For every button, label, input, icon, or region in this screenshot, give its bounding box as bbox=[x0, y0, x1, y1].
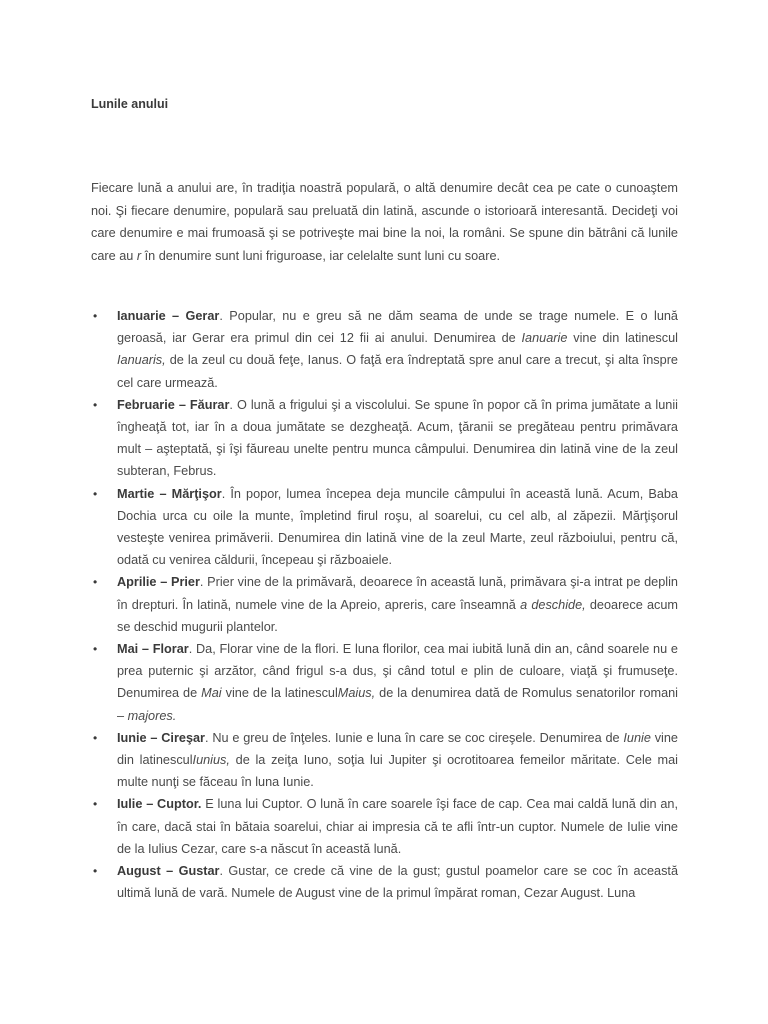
bullet-icon: • bbox=[93, 642, 98, 657]
month-item-august bbox=[91, 860, 678, 904]
month-name: August – Gustar bbox=[117, 864, 220, 879]
month-item-iulie bbox=[91, 793, 678, 860]
month-text: vine de la latinescul bbox=[221, 686, 338, 701]
bullet-icon: • bbox=[93, 730, 98, 745]
document-title: Lunile anului bbox=[91, 97, 169, 111]
month-emphasis: Mai bbox=[201, 686, 222, 701]
month-name: Iunie – Cireşar bbox=[117, 730, 205, 745]
month-name: Martie – Mărţişor bbox=[117, 486, 222, 501]
month-emphasis: majores. bbox=[127, 708, 177, 723]
month-name: Iulie – Cuptor. bbox=[117, 797, 202, 812]
month-text: vine din latinescul bbox=[567, 331, 678, 346]
month-name: Ianuarie – Gerar bbox=[117, 309, 220, 323]
bullet-icon: • bbox=[93, 797, 98, 812]
month-emphasis: Maius, bbox=[337, 686, 376, 701]
month-text: . Popular, nu e greu să ne dăm seama de unde se trage numele. E o lună geroasă, iar Gerar era primul din cei 12 fii ai anului. Denumirea de bbox=[117, 309, 678, 346]
month-text: . Prier vine de la primăvară, deoarece în această lună, primăvara şi-a intrat pe deplin în drepturi. În latină, numele vine de la Apreio, apreris, care înseamnă bbox=[117, 575, 678, 612]
month-text: de la zeul cu două feţe, Ianus. O faţă era îndreptată spre anul care a trecut, şi alta înspre cel care urmează. bbox=[117, 353, 678, 390]
intro-emphasis: r bbox=[136, 248, 142, 263]
month-text: de la denumirea dată de Romulus senatorilor romani – bbox=[117, 686, 678, 723]
month-item-aprilie bbox=[91, 571, 678, 638]
month-text: vine din latinescul bbox=[117, 730, 678, 768]
bullet-icon: • bbox=[93, 397, 98, 412]
month-text: deoarece acum se deschid mugurii plantelor. bbox=[117, 597, 678, 634]
month-text: . O lună a frigului şi a viscolului. Se spune în popor că în prima jumătate a lunii îngheaţă tot, iar în a doua jumătate se dezgheaţă. Acum, ţăranii se pregăteau pentru primăvara mult – aşteptată, şi îşi făureau unelte pentru munca câmpului. Denumirea din latină vine de la zeul subteran, Februs. bbox=[117, 397, 678, 479]
month-name: Mai – Florar bbox=[117, 642, 189, 657]
month-item-mai bbox=[91, 638, 678, 727]
month-name: Aprilie – Prier bbox=[117, 575, 200, 590]
month-emphasis: a deschide, bbox=[520, 597, 586, 612]
bullet-icon: • bbox=[93, 486, 98, 501]
month-text: . Gustar, ce crede că vine de la gust; gustul poamelor care se coc în această ultimă lună de vară. Numele de August vine de la primul împărat roman, Cezar August. Luna bbox=[117, 864, 678, 901]
month-emphasis: Iunius, bbox=[192, 753, 230, 768]
bullet-icon: • bbox=[93, 575, 98, 590]
month-emphasis: Ianuarie bbox=[521, 331, 568, 346]
intro-text: Fiecare lună a anului are, în tradiţia noastră populară, o altă denumire decât cea pe cate o cunoaştem noi. Şi fiecare denumire, populară sau preluată din latină, ascunde o istorioară interesantă. Decideţi voi care denumire e mai frumoasă şi se potriveşte mai bine la noi, la români. Se spune din bătrâni că lunile care au bbox=[91, 181, 678, 263]
month-text: E luna lui Cuptor. O lună în care soarele îşi face de cap. Cea mai caldă lună din an, în care, dacă stai în bătaia soarelui, chiar ai impresia că te afli într-un cuptor. Numele de Iulie vine de la Iulius Cezar, care s-a născut în această lună. bbox=[117, 797, 679, 856]
month-text: . Da, Florar vine de la flori. E luna florilor, cea mai iubită lună din an, când soarele nu e prea puternic şi arzător, când frigul s-a dus, şi când totul e plin de culoare, viaţă şi frumuseţe. Denumirea de bbox=[117, 642, 678, 701]
month-item-iunie bbox=[91, 727, 678, 794]
month-emphasis: Ianuaris, bbox=[117, 353, 166, 368]
months-list bbox=[91, 305, 678, 904]
month-text: . În popor, lumea începea deja muncile câmpului în această lună. Acum, Baba Dochia urca cu oile la munte, împletind firul roşu, al soarelui, cu cel alb, al zăpezii. Mărţişorul vesteşte venirea primăverii. Denumirea din latină vine de la zeul Marte, zeul războiului, pentru că, odată cu venirea căldurii, începeau şi războaiele. bbox=[117, 486, 678, 568]
month-item-ianuarie bbox=[91, 305, 678, 394]
month-text: . Nu e greu de înţeles. Iunie e luna în care se coc cireşele. Denumirea de bbox=[205, 730, 624, 745]
month-emphasis: Iunie bbox=[623, 730, 651, 745]
bullet-icon: • bbox=[93, 309, 98, 323]
month-item-februarie bbox=[91, 394, 678, 483]
month-name: Februarie – Făurar bbox=[117, 397, 230, 412]
month-item-martie bbox=[91, 483, 678, 572]
month-text: de la zeiţa Iuno, soţia lui Jupiter şi ocrotitoarea femeilor măritate. Cele mai multe nunţi se făceau în luna Iunie. bbox=[117, 753, 678, 790]
bullet-icon: • bbox=[93, 864, 98, 879]
intro-paragraph bbox=[91, 177, 678, 267]
intro-text: în denumire sunt luni friguroase, iar celelalte sunt luni cu soare. bbox=[141, 248, 501, 263]
